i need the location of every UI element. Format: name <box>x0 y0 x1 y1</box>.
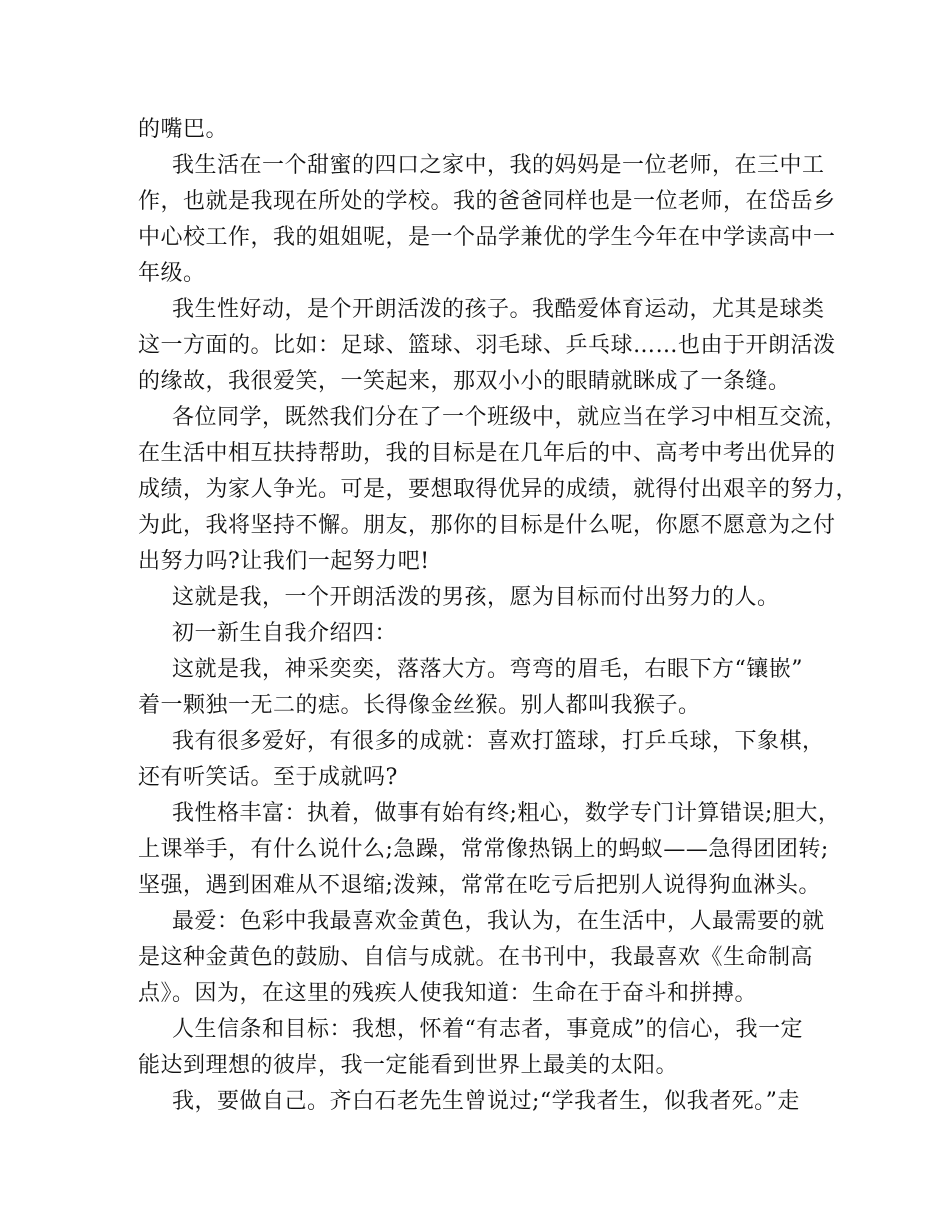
paragraph-line: 上课举手，有什么说什么;急躁，常常像热锅上的蚂蚁——急得团团转; <box>138 837 829 862</box>
paragraph-line: 是这种金黄色的鼓励、自信与成就。在书刊中，我最喜欢《生命制高 <box>138 945 814 970</box>
paragraph-line: 出努力吗?让我们一起努力吧! <box>138 549 430 574</box>
paragraph-line: 的嘴巴。 <box>138 117 229 142</box>
paragraph-first-line: 我性格丰富：执着，做事有始有终;粗心，数学专门计算错误;胆大， <box>172 801 841 826</box>
paragraph-first-line: 最爱：色彩中我最喜欢金黄色，我认为，在生活中，人最需要的就 <box>172 909 825 934</box>
paragraph-line: 能达到理想的彼岸，我一定能看到世界上最美的太阳。 <box>138 1053 679 1078</box>
paragraph-first-line: 我生性好动，是个开朗活泼的孩子。我酷爱体育运动，尤其是球类 <box>172 297 825 322</box>
paragraph-line: 点》。因为，在这里的残疾人使我知道：生命在于奋斗和拼搏。 <box>138 981 758 1006</box>
paragraph-first-line: 各位同学，既然我们分在了一个班级中，就应当在学习中相互交流， <box>172 405 848 430</box>
paragraph-line: 着一颗独一无二的痣。长得像金丝猴。别人都叫我猴子。 <box>138 693 701 718</box>
paragraph-line: 还有听笑话。至于成就吗? <box>138 765 398 790</box>
paragraph-first-line: 这就是我，神采奕奕，落落大方。弯弯的眉毛，右眼下方“镶嵌” <box>172 657 803 682</box>
paragraph-line: 中心校工作，我的姐姐呢，是一个品学兼优的学生今年在中学读高中一 <box>138 225 836 250</box>
paragraph-first-line: 我，要做自己。齐白石老先生曾说过;“学我者生，似我者死。”走 <box>172 1089 800 1114</box>
paragraph-line: 年级。 <box>138 261 206 286</box>
paragraph-line: 作，也就是我现在所处的学校。我的爸爸同样也是一位老师，在岱岳乡 <box>138 189 836 214</box>
paragraph-first-line: 人生信条和目标：我想，怀着“有志者，事竟成”的信心，我一定 <box>172 1017 803 1042</box>
paragraph-line: 成绩，为家人争光。可是，要想取得优异的成绩，就得付出艰辛的努力， <box>138 477 859 502</box>
paragraph-line: 在生活中相互扶持帮助，我的目标是在几年后的中、高考中考出优异的 <box>138 441 836 466</box>
paragraph-line: 为此，我将坚持不懈。朋友，那你的目标是什么呢，你愿不愿意为之付 <box>138 513 836 538</box>
paragraph-first-line: 我有很多爱好，有很多的成就：喜欢打篮球，打乒乓球，下象棋， <box>172 729 825 754</box>
document-body <box>138 112 859 1120</box>
paragraph-first-line: 我生活在一个甜蜜的四口之家中，我的妈妈是一位老师，在三中工 <box>172 153 825 178</box>
paragraph-line: 坚强，遇到困难从不退缩;泼辣，常常在吃亏后把别人说得狗血淋头。 <box>138 873 821 898</box>
paragraph-first-line: 初一新生自我介绍四： <box>172 621 398 646</box>
paragraph-first-line: 这就是我，一个开朗活泼的男孩，愿为目标而付出努力的人。 <box>172 585 780 610</box>
paragraph-line: 的缘故，我很爱笑，一笑起来，那双小小的眼睛就眯成了一条缝。 <box>138 369 791 394</box>
paragraph-line: 这一方面的。比如：足球、篮球、羽毛球、乒乓球……也由于开朗活泼 <box>138 333 836 358</box>
